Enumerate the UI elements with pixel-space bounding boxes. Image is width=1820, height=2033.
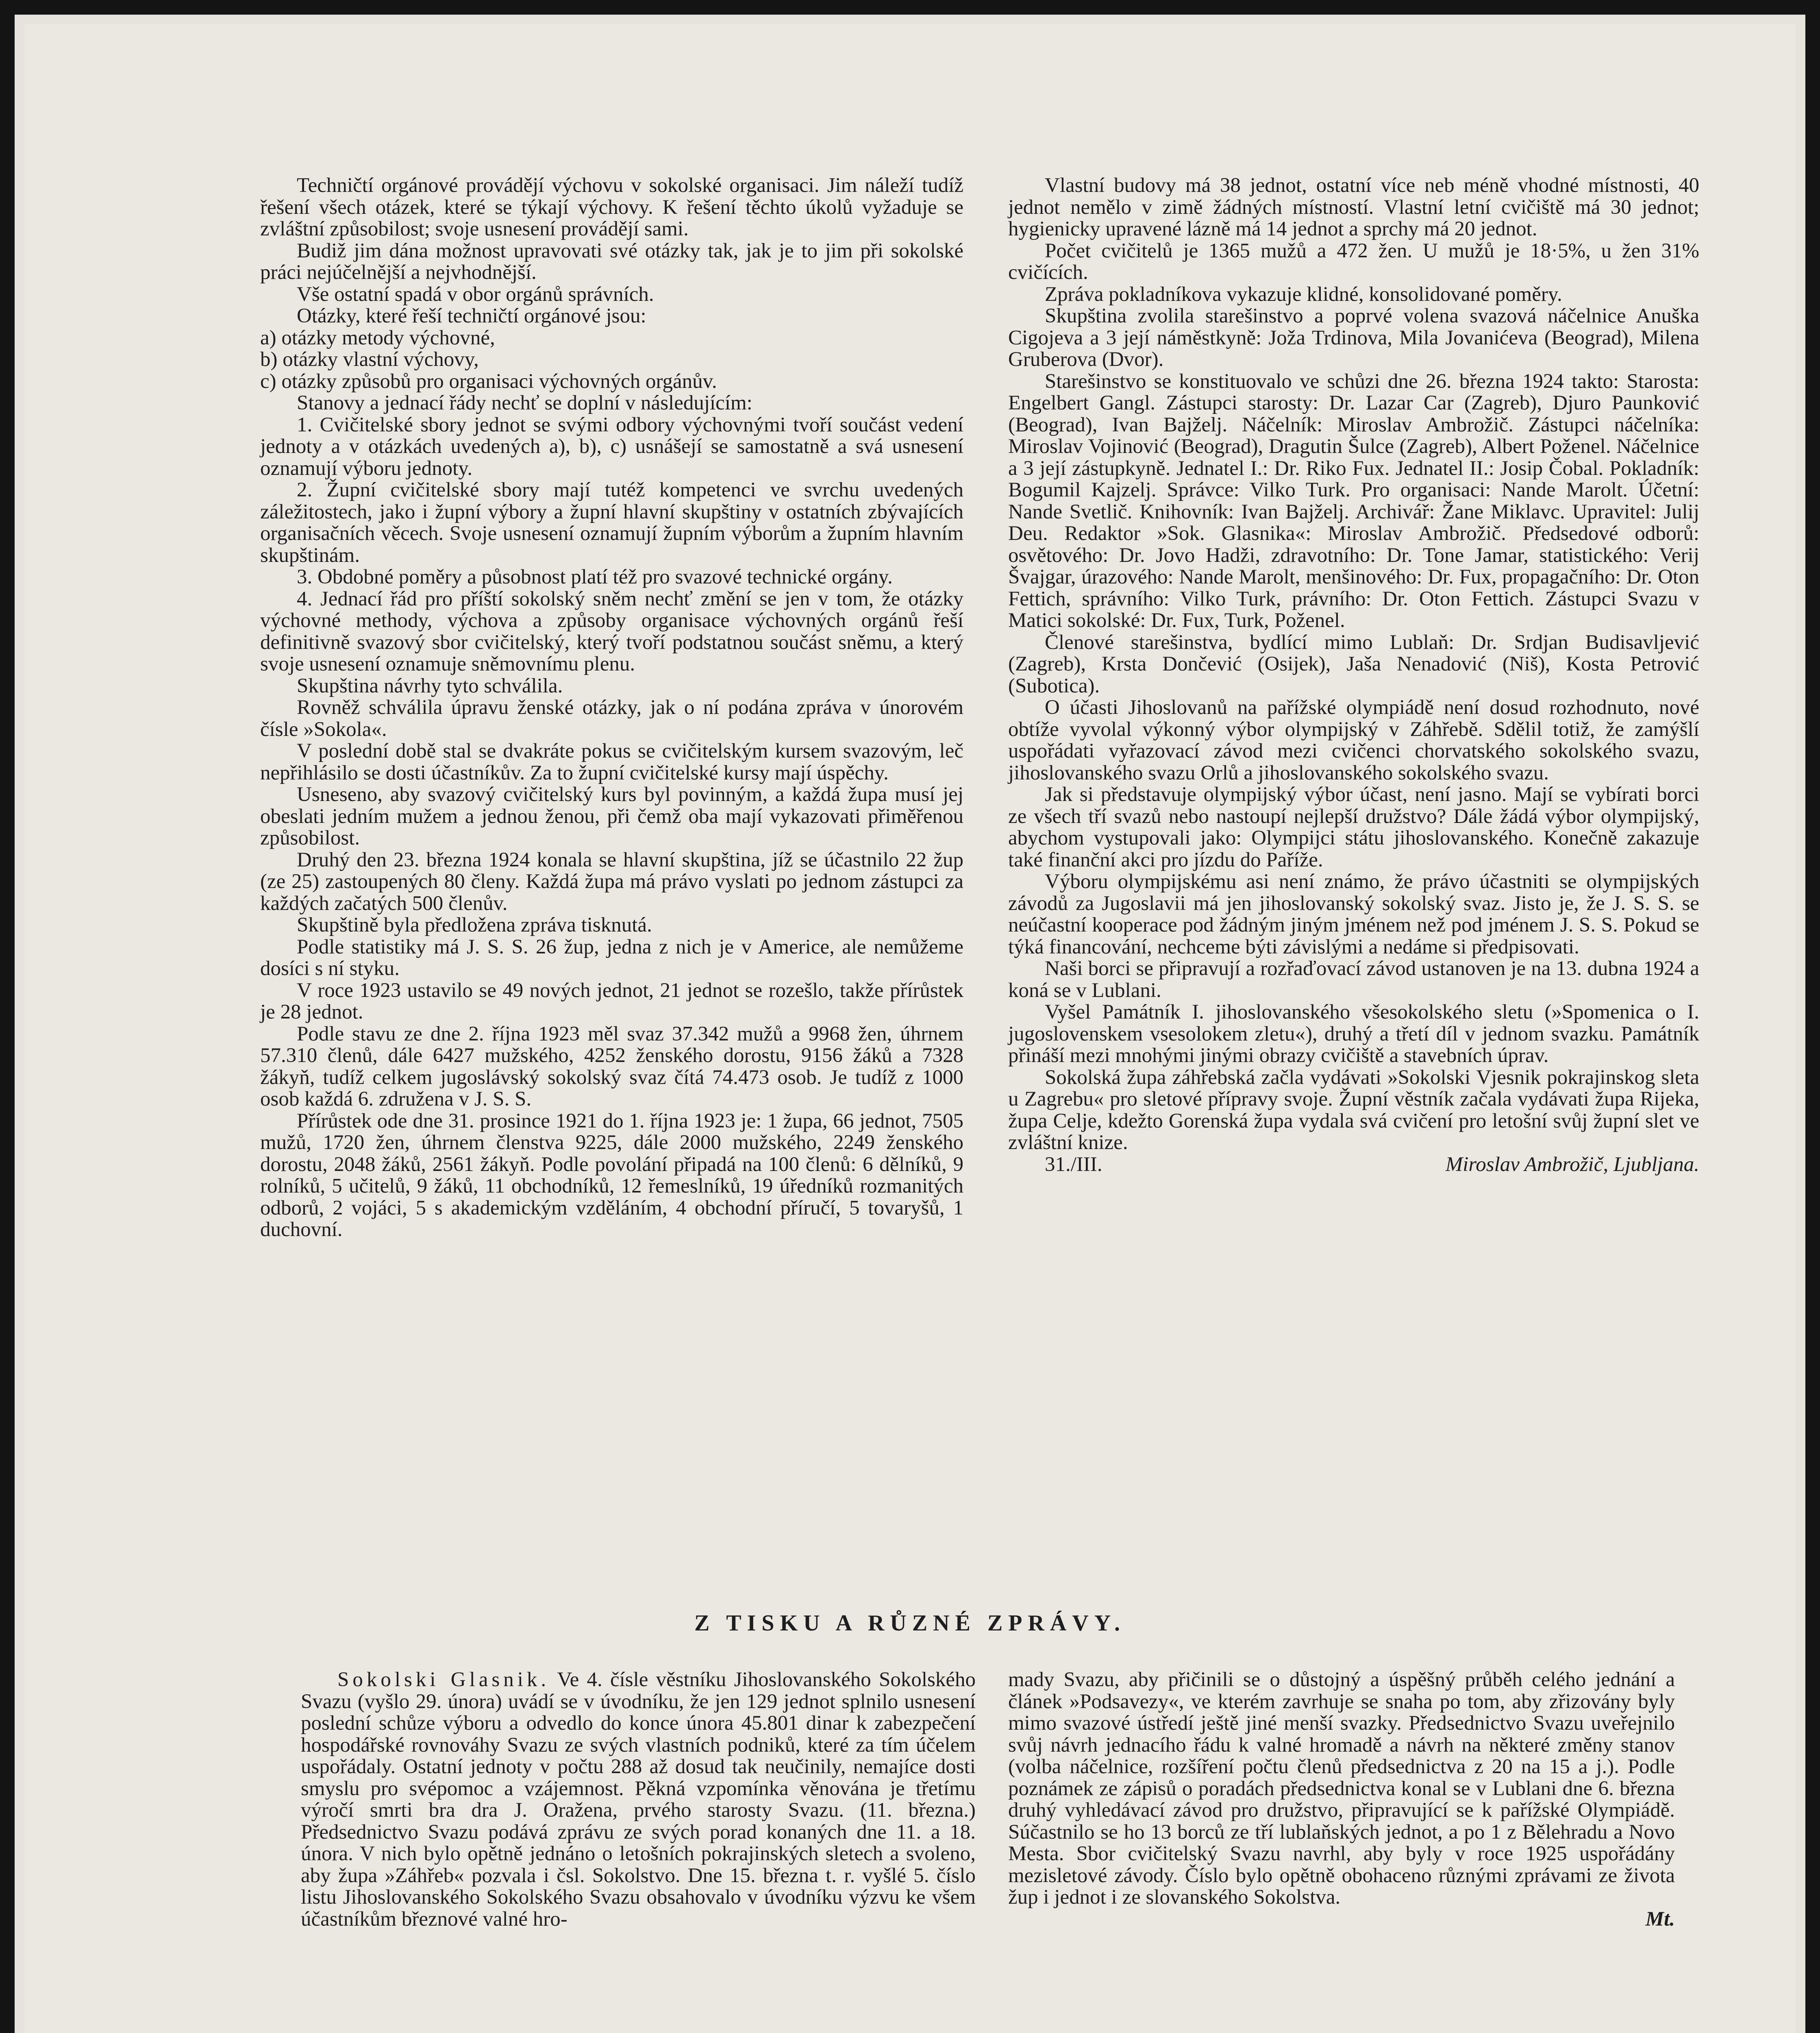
news-paragraph [301, 1669, 976, 1930]
list-item: a) otázky metody výchovné, [260, 326, 495, 349]
paragraph: 4. Jednací řád pro příští sokolský sněm nechť změní se jen v tom, že otázky výchovné methody, výchova a způsoby organisace výchovných orgánů řeší definitivně svazový sbor cvičitelský, který tvoří podstatnou součást sněmu, a který svoje usnesení oznamuje sněmovnímu plenu. [260, 587, 963, 675]
paragraph: Otázky, které řeší techničtí orgánové jsou: [297, 305, 646, 327]
document-page [24, 24, 1796, 2033]
right-column [1008, 175, 1699, 1175]
list-item: c) otázky způsobů pro organisaci výchovných orgánův. [260, 370, 717, 393]
author-initials: Mt. [1645, 1907, 1675, 1931]
paragraph: Budiž jim dána možnost upravovati své otázky tak, jak je to jim při sokolské práci nejúčelnější a nejvhodnější. [260, 239, 963, 284]
paragraph: Stanovy a jednací řády nechť se doplní v následujícím: [297, 392, 752, 414]
left-column [260, 175, 963, 1241]
paragraph: Skupštině byla předložena zpráva tisknutá. [297, 914, 652, 936]
paragraph: Skupština návrhy tyto schválila. [297, 674, 563, 697]
paragraph: V roce 1923 ustavilo se 49 nových jednot, 21 jednot se rozešlo, takže přírůstek je 28 jednot. [260, 979, 963, 1023]
paragraph: Přírůstek ode dne 31. prosince 1921 do 1. října 1923 je: 1 župa, 66 jednot, 7505 mužů, 1720 žen, úhrnem členstva 9225, dále 2000 mužského, 2249 ženského dorostu, 2048 žáků, 2561 žákyň. Podle povolání připadá na 100 členů: 6 dělníků, 9 rolníků, 5 učitelů, 9 žáků, 11 obchodníků, 12 řemeslníků, 19 úředníků rozmanitých odborů, 2 vojáci, 5 s akademickým vzděláním, 4 obchodní příručí, 5 tovaryšů, 1 duchovní. [260, 1109, 963, 1241]
paragraph: O účasti Jihoslovanů na pařížské olympiádě není dosud rozhodnuto, nové obtíže vyvolal výkonný výbor olympijský v Záhřebě. Sdělil totiž, že zamýšlí uspořádati vyřazovací závod mezi cvičenci chorvatského sokolského svazu, jihoslovanského svazu Orlů a jihoslovanského sokolského svazu. [1008, 696, 1699, 784]
paragraph: Rovněž schválila úpravu ženské otázky, jak o ní podána zpráva v únorovém čísle »Sokola«. [260, 696, 963, 741]
paragraph: 2. Župní cvičitelské sbory mají tutéž kompetenci ve svrchu uvedených záležitostech, jako i župní výbory a župní hlavní skupštiny v ostatních zbývajících organisačních věcech. Svoje usnesení oznamují župním výborům a župním hlavním skupštinám. [260, 479, 963, 567]
paragraph: Starešinstvo se konstituovalo ve schůzi dne 26. března 1924 takto: Starosta: Engelbert Gangl. Zástupci starosty: Dr. Lazar Car (Zagreb), Djuro Paunković (Beograd), Ivan Bajželj. Náčelník: Miroslav Ambrožič. Zástupci náčelníka: Miroslav Vojinović (Beograd), Dragutin Šulce (Zagreb), Albert Poženel. Náčelnice a 3 její zástupkyně. Jednatel I.: Dr. Riko Fux. Jednatel II.: Josip Čobal. Pokladník: Bogumil Kajzelj. Správce: Vilko Turk. Pro organisaci: Nande Marolt. Účetní: Nande Svetlič. Knihovník: Ivan Bajželj. Archivář: Žane Miklavc. Upravitel: Julij Deu. Redaktor »Sok. Glasnika«: Miroslav Ambrožič. Předsedové odborů: osvětového: Dr. Jovo Hadži, zdravotního: Dr. Tone Jamar, statistického: Verij Švajgar, úrazového: Nande Marolt, menšinového: Dr. Fux, propagačního: Dr. Oton Fettich, správního: Vilko Turk, právního: Dr. Oton Fettich. Zástupci Svazu v Matici sokolské: Dr. Fux, Turk, Poženel. [1008, 370, 1699, 632]
paragraph: Vyšel Památník I. jihoslovanského všesokolského sletu (»Spomenica o I. jugoslovenskem vsesolokem zletu«), druhý a třetí díl v jednom svazku. Památník přináší mezi mnohými jinými obrazy cvičiště a stavebních úprav. [1008, 1001, 1699, 1067]
paragraph: 1. Cvičitelské sbory jednot se svými odbory výchovnými tvoří součást vedení jednoty a v otázkách uvedených a), b), c) usnášejí se samostatně a svá usnesení oznamují výboru jednoty. [260, 413, 963, 480]
paragraph: Vlastní budovy má 38 jednot, ostatní více neb méně vhodné místnosti, 40 jednot nemělo v zimě žádných místností. Vlastní letní cvičiště má 30 jednot; hygienicky upravené lázně má 14 jednot a sprchy má 20 jednot. [1008, 174, 1699, 240]
paragraph: Naši borci se připravují a rozřaďovací závod ustanoven je na 13. dubna 1924 a koná se v Lublani. [1008, 957, 1699, 1002]
paragraph: Výboru olympijskému asi není známo, že právo účastniti se olympijských závodů za Jugoslavii má jen jihoslovanský sokolský svaz. Jisto je, že J. S. S. se neúčastní kooperace pod žádným jiným jménem než pod jménem J. S. S. Pokud se týká financování, nechceme býti závislými a nedáme si předpisovati. [1008, 870, 1699, 958]
news-lead: Sokolski Glasnik. [337, 1668, 550, 1691]
paragraph: Usneseno, aby svazový cvičitelský kurs byl povinným, a každá župa musí jej obeslati jedním mužem a jednou ženou, při čemž oba mají vykazovati přiměřenou způsobilost. [260, 783, 963, 849]
news-right-column [1008, 1669, 1675, 1930]
paragraph: Počet cvičitelů je 1365 mužů a 472 žen. U mužů je 18·5%, u žen 31% cvičících. [1008, 239, 1699, 284]
paragraph: Sokolská župa záhřebská začla vydávati »Sokolski Vjesnik pokrajinskog sleta u Zagrebu« pro sletové přípravy svoje. Župní věstník začala vydávati župa Rijeka, župa Celje, kdežto Gorenská župa vydala svá cvičení pro letošní svůj župní slet ve zvláštní knize. [1008, 1066, 1699, 1154]
author: Miroslav Ambrožič, Ljubljana. [1445, 1153, 1699, 1176]
paragraph: Druhý den 23. března 1924 konala se hlavní skupština, jíž se účastnilo 22 žup (ze 25) zastoupených 80 členy. Každá župa má právo vyslati po jednom zástupci za každých začatých 500 členův. [260, 848, 963, 915]
news-text: Ve 4. čísle věstníku Jihoslovanského Sokolského Svazu (vyšlo 29. února) uvádí se v úvodníku, že jen 129 jednot splnilo usnesení poslední schůze výboru a odvedlo do konce února 45.801 dinar k zabezpečení hospodářské rovnováhy Svazu ze svých vlastních podniků, které za tím účelem uspořádaly. Ostatní jednoty v počtu 288 až dosud tak neučinily, nemajíce dosti smyslu pro svépomoc a vzájemnost. Pěkná vzpomínka věnována je třetímu výročí smrti bra dra J. Oražena, prvého starosty Svazu. (11. března.) Předsednictvo Svazu podává zprávu ze svých porad konaných dne 11. a 18. února. V nich bylo opětně jednáno o letošních pokrajinských sletech a svoleno, aby župa »Záhřeb« pozvala i čsl. Sokolstvo. Dne 15. března t. r. vyšlé 5. číslo listu Jihoslovanského Sokolského Svazu obsahovalo v úvodníku výzvu ke všem účastníkům březnové valné hro- [301, 1668, 976, 1931]
paragraph: Členové starešinstva, bydlící mimo Lublaň: Dr. Srdjan Budisavljević (Zagreb), Krsta Dončević (Osijek), Jaša Nenadović (Niš), Kosta Petrović (Subotica). [1008, 631, 1699, 697]
news-paragraph: mady Svazu, aby přičinili se o důstojný a úspěšný průběh celého jednání a článek »Podsavezy«, ve kterém zavrhuje se snaha po tom, aby zřizovány byly mimo svazové ústředí ještě jiné menší svazky. Předsednictvo Svazu uveřejnilo svůj návrh jednacího řádu k valné hromadě a návrh na některé změny stanov (volba náčelnice, rozšíření počtu členů předsednictva z 20 na 15 a j.). Podle poznámek ze zápisů o poradách předsednictva konal se v Lublani dne 6. března druhý vyhledávací závod pro družstvo, připravující se k pařížské Olympiádě. Súčastnilo se ho 13 borců ze tří lublaňských jednot, a po 1 z Bělehradu a Novo Mesta. Sbor cvičitelský Svazu navrhl, aby byly v roce 1925 uspořádány mezisletové závody. Číslo bylo opětně obohaceno různými zprávami ze života žup i jednot i ze slovanského Sokolstva. [1008, 1668, 1675, 1909]
paragraph: Techničtí orgánové provádějí výchovu v sokolské organisaci. Jim náleží tudíž řešení všech otázek, které se týkají výchovy. K řešení těchto úkolů vyžaduje se zvláštní způsobilost; svoje usnesení provádějí sami. [260, 174, 963, 240]
paragraph: Podle statistiky má J. S. S. 26 žup, jedna z nich je v Americe, ale nemůžeme dosíci s ní styku. [260, 935, 963, 980]
section-heading: Z TISKU A RŮZNÉ ZPRÁVY. [694, 1611, 1126, 1636]
paragraph: Zpráva pokladníkova vykazuje klidné, konsolidované poměry. [1045, 283, 1562, 306]
paragraph: Skupština zvolila starešinstvo a poprvé volena svazová náčelnice Anuška Cigojeva a 3 její náměstkyně: Joža Trdinova, Mila Jovanićeva (Beograd), Milena Gruberova (Dvor). [1008, 305, 1699, 371]
paragraph: Jak si představuje olympijský výbor účast, není jasno. Mají se vybírati borci ze všech tří svazů nebo nastoupí nejlepší družstvo? Dále žádá výbor olympijský, abychom vystupovali jako: Olympijci státu jihoslovanského. Konečně zakazuje také finanční akci pro jízdu do Paříže. [1008, 783, 1699, 871]
paragraph: Vše ostatní spadá v obor orgánů správních. [297, 283, 654, 306]
paragraph: Podle stavu ze dne 2. října 1923 měl svaz 37.342 mužů a 9968 žen, úhrnem 57.310 členů, dále 6427 mužského, 4252 ženského dorostu, 9156 žáků a 7328 žákyň, tudíž celkem jugoslávský sokolský svaz čítá 74.473 osob. Je tudíž z 1000 osob každá 6. združena v J. S. S. [260, 1022, 963, 1110]
paragraph: 3. Obdobné poměry a působnost platí též pro svazové technické orgány. [297, 566, 893, 588]
date: 31./III. [1045, 1153, 1102, 1176]
news-left-column [301, 1669, 976, 1930]
signature-line [1008, 1154, 1699, 1176]
list-item: b) otázky vlastní výchovy, [260, 348, 479, 371]
paragraph: V poslední době stal se dvakráte pokus se cvičitelským kursem svazovým, leč nepřihlásilo se dosti účastníkův. Za to župní cvičitelské kursy mají úspěchy. [260, 740, 963, 784]
